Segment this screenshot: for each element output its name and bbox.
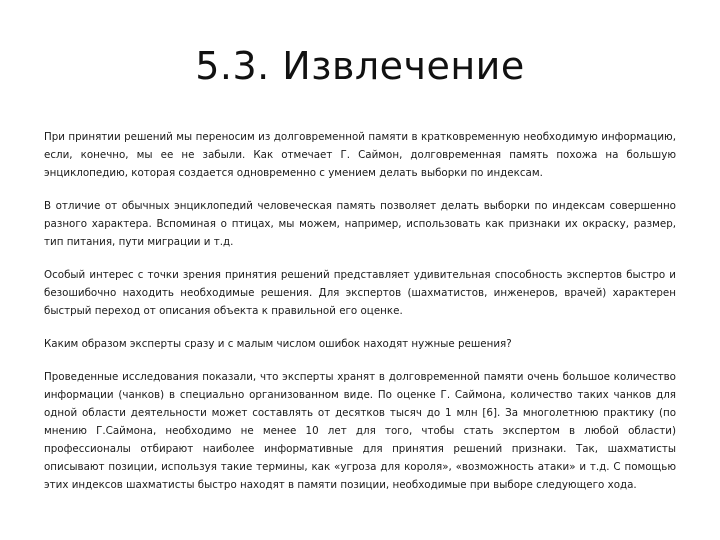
paragraph-5: Проведенные исследования показали, что эксперты хранят в долговременной памяти очень большое количество информации (чанков) в специально организованном виде. По оценке Г. Саймона, количество таких чанков для одной области деятельности может составлять от десятков тысяч до 1 млн [6]. За многолетнюю практику (по мнению Г.Саймона, необходимо не менее 10 лет для того, чтобы стать экспертом в любой области) профессионалы отбирают наиболее информативные для принятия решений признаки. Так, шахматисты описывают позиции, используя такие термины, как «угроза для короля», «возможность атаки» и т.д. С помощью этих индексов шахматисты быстро находят в памяти позиции, необходимые при выборе следующего хода.: [44, 371, 676, 491]
paragraph-3: Особый интерес с точки зрения принятия решений представляет удивительная способность экспертов быстро и безошибочно находить необходимые решения. Для экспертов (шахматистов, инженеров, врачей) характерен быстрый переход от описания объекта к правильной его оценке.: [44, 269, 676, 317]
paragraph-1: При принятии решений мы переносим из долговременной памяти в кратковременную необходимую информацию, если, конечно, мы ее не забыли. Как отмечает Г. Саймон, долговременная память похожа на большую энциклопедию, которая создается одновременно с умением делать выборки по индексам.: [44, 131, 676, 179]
paragraph-2: В отличие от обычных энциклопедий человеческая память позволяет делать выборки по индексам совершенно разного характера. Вспоминая о птицах, мы можем, например, использовать как признаки их окраску, размер, тип питания, пути миграции и т.д.: [44, 200, 676, 248]
slide-title: 5.3. Извлечение: [195, 44, 525, 88]
slide-body: [44, 128, 676, 494]
paragraph-4: Каким образом эксперты сразу и с малым числом ошибок находят нужные решения?: [44, 338, 512, 350]
